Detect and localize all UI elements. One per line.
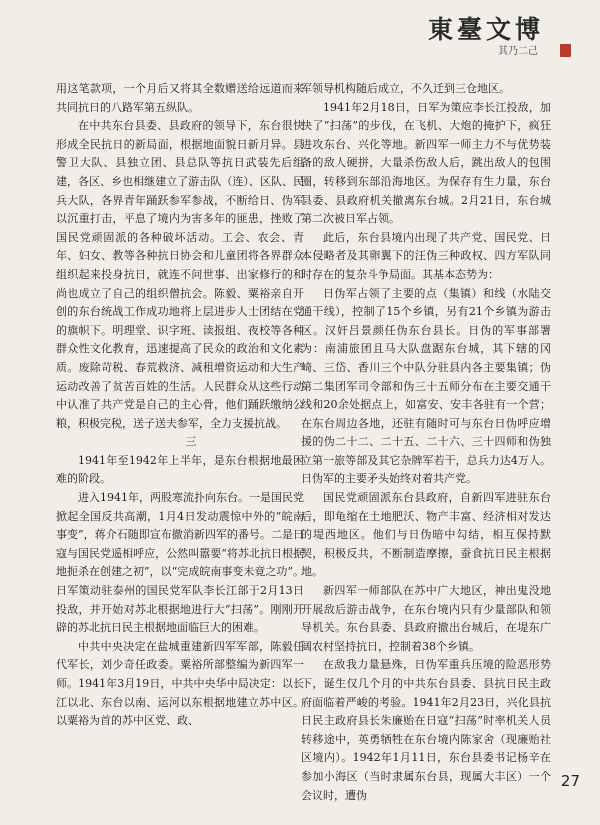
paragraph: 新四军一师部队在苏中广大地区，神出鬼没地开展敌后游击战争，在东台境内只有少量部队和领导机关。东台县委、县政府撤出台城后，在堤东广阔农村坚持抗日，控制着38个乡镇。 (301, 584, 551, 653)
paragraph: 日伪军占领了主要的点（集镇）和线（水陆交通干线），控制了15个乡镇，另有21个乡镇为游击区。汉奸吕景颜任伪东台县长。日伪的军事部署为：南浦旅团且马大队盘踞东台城，其下辖的冈崎、三岱、香川三个中队分驻县内各主要集镇；伪第二集团军司令部和伪三十五师分布在主要交通干线和20余处据点上，如富安、安丰各驻有一个营；在东台周边各地，还驻有随时可与东台日伪呼应增援的伪二十二、二十五、二十六、三十四师和伪独立第一旅等部及其它杂牌军若干，总兵力达4万人。日伪军的主要矛头始终对着共产党。 (301, 286, 551, 486)
right-column (301, 80, 551, 805)
paragraph: 在中共东台县委、县政府的领导下，东台很快形成全民抗日的新局面，根据地面貌日新月异。县警卫大队、县独立团、县总队等抗日武装先后组建，各区、乡也相继建立了游击队（连）、区队、民兵大队，各界青年踊跃参军参战，不断给日、伪军以沉重打击，平息了境内为害多年的匪患，挫败了国民党顽固派的各种破坏活动。工会、农会、青年、妇女、教等各种抗日协会和儿童团将各界群众组织起来投身抗日，就连不问世事、出家修行的和尚也成立了自己的组织僧抗会。陈毅、粟裕亲自开创的东台统战工作成功地将上层进步人士团结在党的旗帜下。明理堂、识字班、读报组、夜校等各种群众性文化教育，迅速提高了民众的政治和文化素质。废除苛税、春荒救济、减租增资运动和大生产运动改善了贫苦百姓的生活。人民群众从这些行动中认准了共产党是自己的主心骨，他们踊跃缴纳公粮，积极完税，送子送夫参军，全力支援抗战。 (56, 119, 304, 430)
magazine-title: 東臺文博 (428, 15, 545, 44)
magazine-header (428, 8, 578, 64)
left-column (56, 80, 304, 731)
paragraph: 国民党顽固派东台县政府，自新四军进驻东台后，即龟缩在土地肥沃、物产丰富、经济相对发达的堤西地区。他们与日伪暗中勾结，相互保持默契，积极反共，不断制造摩擦，蚕食抗日民主根据地。 (301, 491, 551, 579)
page-number: 27 (560, 772, 580, 790)
paragraph: 军领导机构随后成立，不久迁到三仓地区。 (301, 82, 510, 95)
paragraph: 此后，东台县境内出现了共产党、国民党、日本侵略者及其卵翼下的汪伪三种政权、四方军队同时存在的复杂斗争局面。其基本态势为： (301, 230, 551, 281)
paragraph: 用这笔款项，一个月后又将其全数赠送给远道而来共同抗日的八路军第五纵队。 (56, 82, 304, 114)
paragraph: 中共中央决定在盐城重建新四军军部，陈毅任代军长，刘少奇任政委。粟裕所部整编为新四军一师。1941年3月19日，中共中央华中局决定：以长江以北、东台以南、运河以东根据地建立苏中区。以粟裕为首的苏中区党、政、 (56, 639, 304, 728)
section-number: 三 (185, 435, 197, 449)
paragraph: 在敌我力量悬殊，日伪军重兵压境的险恶形势下，诞生仅几个月的中共东台县委、县抗日民主政府面临着严峻的考验。1941年2月23日，兴化县抗日民主政府县长朱廉贻在日寇“扫荡”时率机关人员转移途中，英勇牺牲在东台境内陈家舍（现廉贻社区境内）。1942年1月11日，东台县委书记杨辛在参加小海区（当时隶属东台县，现属大丰区）一个会议时，遭伪 (301, 658, 551, 802)
paragraph: 进入1941年，两股寒流扑向东台。一是国民党掀起全国反共高潮，1月4日发动震惊中外的“皖南事变”，蒋介石随即宣布撤消新四军的番号。二是日寇与国民党遥相呼应，公然叫嚣要“将苏北抗日根据地扼杀在创建之初”，以“完成皖南事变未竟之功”。日军策动驻泰州的国民党军队李长江部于2月13日投敌，并开始对苏北根据地进行大“扫荡”。刚刚开辟的苏北抗日民主根据地面临巨大的困难。 (56, 491, 304, 635)
calligraphy-signature: 其乃二己 (498, 46, 538, 57)
paragraph: 1941年至1942年上半年，是东台根据地最困难的阶段。 (56, 453, 304, 486)
red-seal-icon (560, 44, 571, 57)
paragraph: 1941年2月18日，日军为策应李长江投敌，加快了“扫荡”的步伐，在飞机、大炮的掩护下，疯狂进攻东台、兴化等地。新四军一师主力不与优势装备的敌人硬拼，大量杀伤敌人后，跳出敌人的包围圈，转移到东部沿海地区。为保存有生力量，东台县委、县政府机关撤离东台城。2月21日，东台城第二次被日军占领。 (301, 100, 551, 226)
